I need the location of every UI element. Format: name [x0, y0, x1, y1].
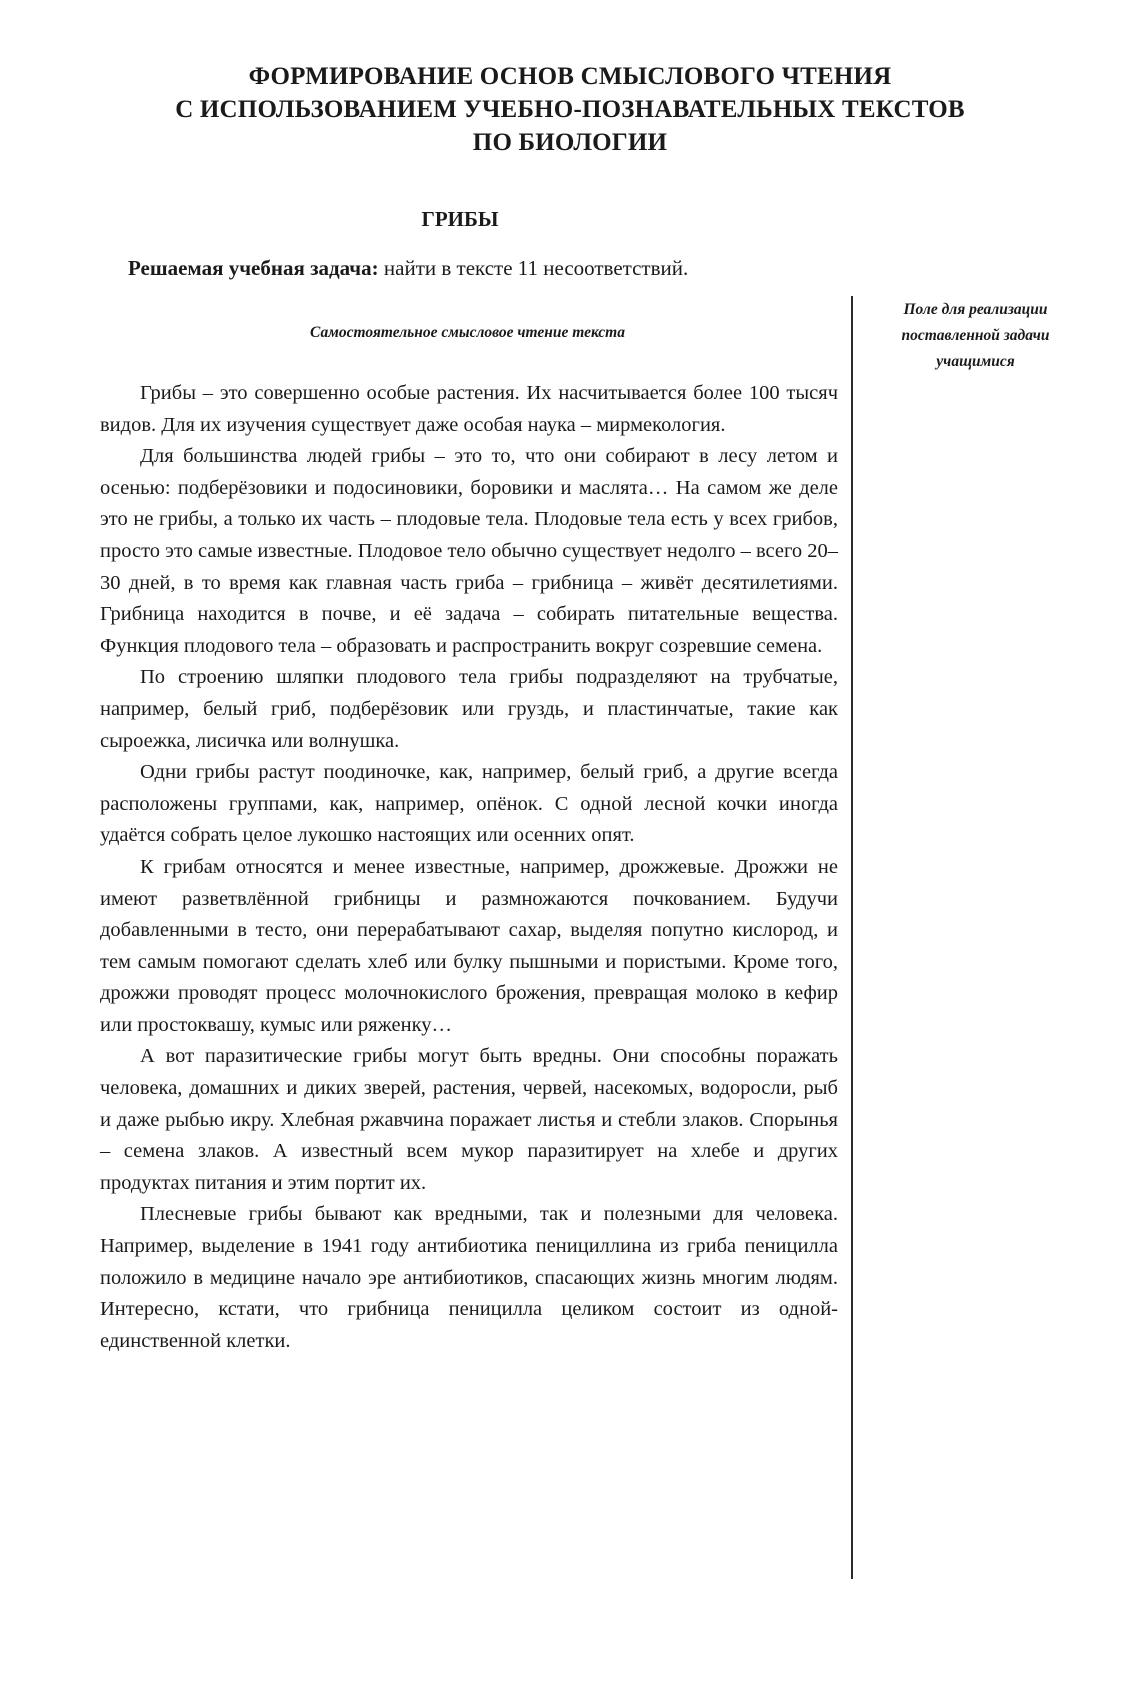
side-note: [868, 297, 1083, 375]
section-title: ГРИБЫ: [421, 207, 499, 231]
paragraph: Плесневые грибы бывают как вредными, так и полезными для человека. Например, выделение в 1941 году антибиотика пенициллина из гриба пеницилла положило в медицине начало эре антибиотиков, спасающих жизнь многим людям. Интересно, кстати, что грибница пеницилла целиком состоит из одной-единственной клетки.: [100, 1203, 838, 1352]
page-title-line-3: ПО БИОЛОГИИ: [472, 129, 668, 156]
side-note-line-2: поставленной задачи: [901, 327, 1050, 344]
paragraph: Для большинства людей грибы – это то, что они собирают в лесу летом и осенью: подберёзовики и подосиновики, боровики и маслята… На самом же деле это не грибы, а только их часть – плодовые тела. Плодовые тела есть у всех грибов, просто это самые известные. Плодовое тело обычно существует недолго – всего 20–30 дней, в то время как главная часть гриба – грибница – живёт десятилетиями. Грибница находится в почве, и её задача – собирать питательные вещества. Функция плодового тела – образовать и распространить вокруг созревшие семена.: [100, 445, 839, 657]
body-text: [100, 378, 838, 1357]
reading-subheading: Самостоятельное смысловое чтение текста: [310, 324, 625, 341]
side-note-line-1: Поле для реализации: [903, 301, 1048, 318]
paragraph: По строению шляпки плодового тела грибы подразделяют на трубчатые, например, белый гриб, подберёзовик или груздь, и пластинчатые, такие как сыроежка, лисичка или волнушка.: [100, 666, 838, 752]
learning-task-text: найти в тексте 11 несоответствий.: [378, 256, 689, 280]
paragraph: Одни грибы растут поодиночке, как, например, белый гриб, а другие всегда расположены группами, как, например, опёнок. С одной лесной кочки иногда удаётся собрать целое лукошко настоящих или осенних опят.: [100, 761, 838, 847]
learning-task-label: Решаемая учебная задача:: [128, 256, 379, 280]
page-title-line-1: ФОРМИРОВАНИЕ ОСНОВ СМЫСЛОВОГО ЧТЕНИЯ: [248, 63, 892, 90]
learning-task: [128, 256, 688, 281]
column-divider: [851, 296, 853, 1579]
page-title: [150, 60, 990, 159]
paragraph: К грибам относятся и менее известные, например, дрожжевые. Дрожжи не имеют разветвлённой грибницы и размножаются почкованием. Будучи добавленными в тесто, они перерабатывают сахар, выделяя попутно кислород, и тем самым помогают сделать хлеб или булку пышными и пористыми. Кроме того, дрожжи проводят процесс молочнокислого брожения, превращая молоко в кефир или простоквашу, кумыс или ряженку…: [100, 855, 838, 1036]
paragraph: Грибы – это совершенно особые растения. Их насчитывается более 100 тысяч видов. Для их изучения существует даже особая наука – мирмекология.: [100, 382, 838, 436]
page-title-line-2: С ИСПОЛЬЗОВАНИЕМ УЧЕБНО-ПОЗНАВАТЕЛЬНЫХ ТЕКСТОВ: [175, 96, 965, 123]
side-note-line-3: учащимися: [936, 353, 1015, 370]
paragraph: А вот паразитические грибы могут быть вредны. Они способны поражать человека, домашних и диких зверей, растения, червей, насекомых, водоросли, рыб и даже рыбью икру. Хлебная ржавчина поражает листья и стебли злаков. Спорынья – семена злаков. А известный всем мукор паразитирует на хлебе и других продуктах питания и этим портит их.: [100, 1045, 838, 1194]
